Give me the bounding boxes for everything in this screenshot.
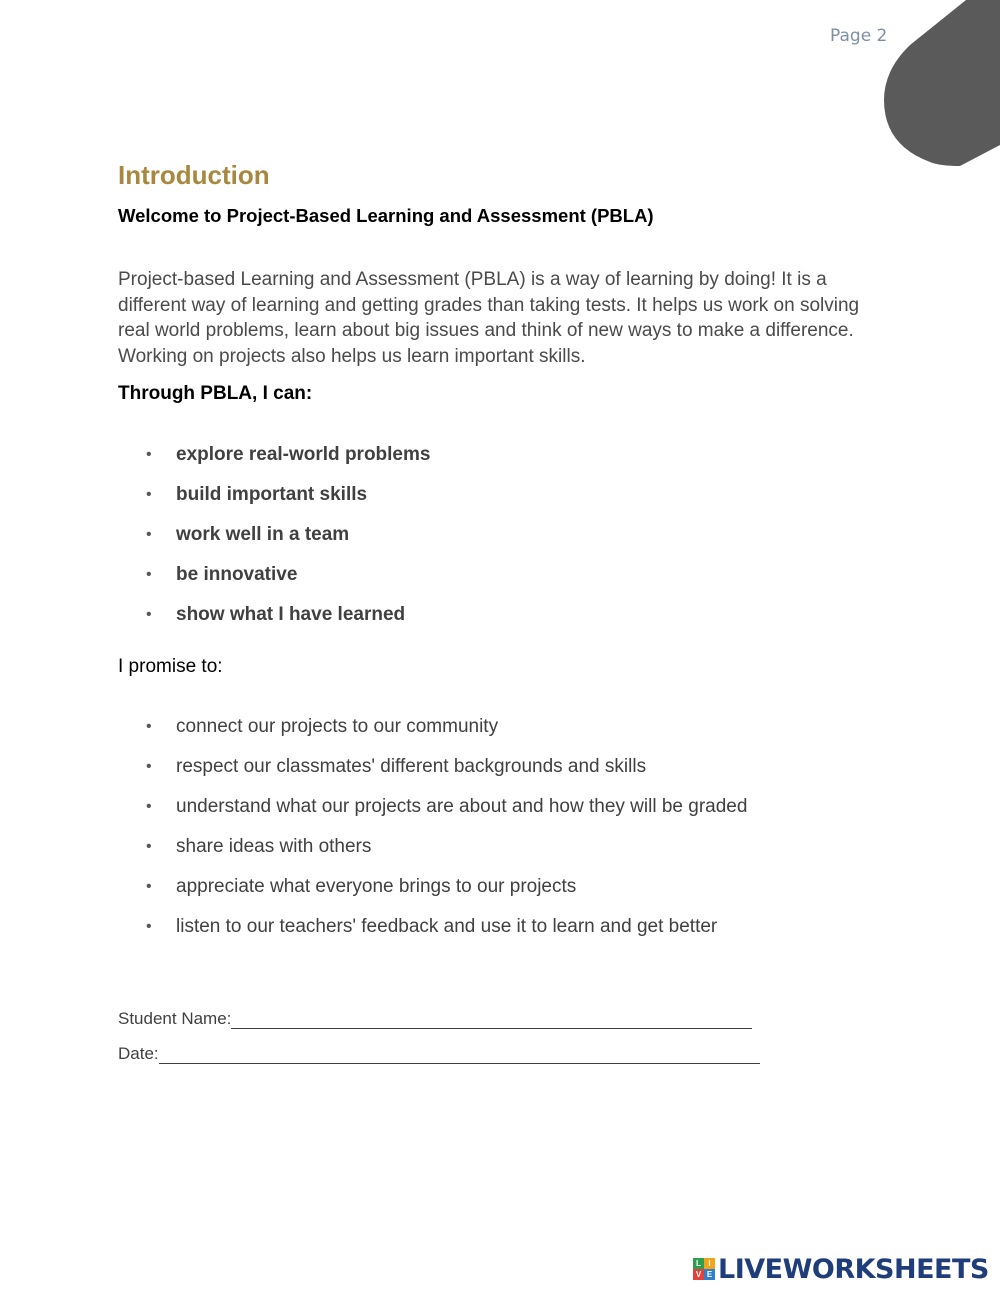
liveworksheets-logo[interactable]	[693, 1254, 989, 1284]
bullet-icon: •	[146, 918, 152, 935]
logo-mark-icon	[693, 1258, 715, 1280]
list-item-text: appreciate what everyone brings to our projects	[176, 876, 577, 897]
list-item-text: work well in a team	[176, 524, 350, 545]
bullet-icon: •	[146, 718, 152, 735]
intro-paragraph: Project-based Learning and Assessment (PBLA) is a way of learning by doing! It is a different way of learning and getting grades than taking tests. It helps us work on solving real world problems, learn about big issues and think of new ways to make a difference. Working on projects also helps us learn important skills.	[118, 269, 860, 367]
student-name-input[interactable]	[231, 1010, 752, 1029]
promise-heading: I promise to:	[118, 656, 223, 677]
welcome-heading: Welcome to Project-Based Learning and Assessment (PBLA)	[118, 205, 654, 226]
section-title: Introduction	[118, 160, 270, 190]
bullet-icon: •	[146, 446, 152, 463]
list-item-text: explore real-world problems	[176, 444, 431, 465]
bullet-icon: •	[146, 798, 152, 815]
student-name-label: Student Name:	[118, 1009, 232, 1028]
bullet-icon: •	[146, 838, 152, 855]
list-item-text: listen to our teachers' feedback and use it to learn and get better	[176, 916, 718, 937]
date-field[interactable]	[118, 1044, 760, 1064]
bullet-icon: •	[146, 758, 152, 775]
logo-mark-cell: L	[693, 1258, 704, 1269]
list-item-text: understand what our projects are about and how they will be graded	[176, 796, 748, 817]
bullet-icon: •	[146, 878, 152, 895]
logo-mark-cell: I	[704, 1258, 715, 1269]
list-item-text: show what I have learned	[176, 604, 406, 625]
list-item-text: connect our projects to our community	[176, 716, 499, 737]
list-item-text: build important skills	[176, 484, 368, 505]
logo-text: LIVEWORKSHEETS	[718, 1253, 989, 1285]
list-item-text: share ideas with others	[176, 836, 372, 857]
logo-mark-cell: E	[704, 1269, 715, 1280]
date-input[interactable]	[159, 1045, 760, 1064]
student-name-field[interactable]	[118, 1009, 752, 1029]
bullet-icon: •	[146, 526, 152, 543]
bullet-icon: •	[146, 486, 152, 503]
bullet-icon: •	[146, 566, 152, 583]
bullet-icon: •	[146, 606, 152, 623]
logo-mark-cell: V	[693, 1269, 704, 1280]
page-number: Page 2	[830, 26, 888, 46]
can-heading: Through PBLA, I can:	[118, 383, 313, 404]
list-item-text: be innovative	[176, 564, 298, 585]
list-item-text: respect our classmates' different backgrounds and skills	[176, 756, 647, 777]
date-label: Date:	[118, 1044, 159, 1063]
